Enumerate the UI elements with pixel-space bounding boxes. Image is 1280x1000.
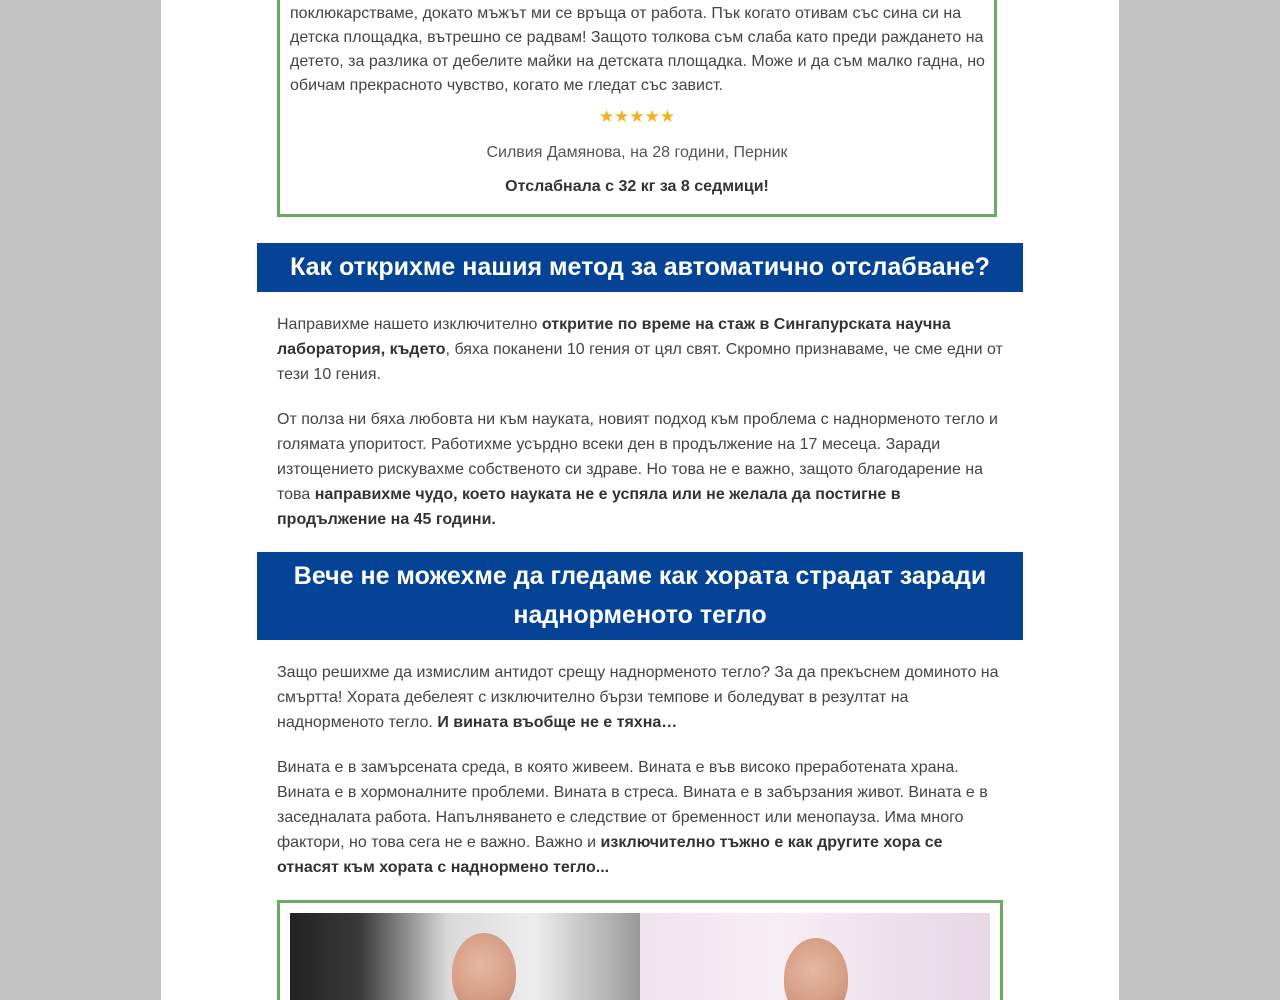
paragraph-text: Защо решихме да измислим антидот срещу наднорменото тегло? За да прекъснем доминото на смъртта! Хората дебелеят с изключително бързи темпове и боледуват в резултат на наднорменото тегло. — [277, 664, 999, 731]
paragraph-antidote — [277, 660, 1003, 735]
article-page — [161, 0, 1119, 1000]
after-photo — [640, 913, 990, 1000]
testimonial-author: Силвия Дамянова, на 28 години, Перник — [486, 144, 788, 161]
section-heading-suffering: Вече не можехме да гледаме как хората страдат заради наднорменото тегло — [257, 552, 1023, 640]
before-after-photo-box — [277, 900, 1003, 1000]
paragraph-bold-text: изключително тъжно е как другите хора се отнасят към хората с наднормено тегло... — [277, 834, 943, 876]
testimonial-text: поклюкарстваме, докато мъжът ми се връща от работа. Пък когато отивам със сина си на детска площадка, вътрешно се радвам! Защото толкова съм слаба като преди раждането на детето, за разлика от дебелите майки на детската площадка. Може и да съм малко гадна, но обичам прекрасното чувство, когато ме гледат със завист. — [290, 5, 985, 94]
before-photo — [290, 913, 640, 1000]
person-head-image — [452, 933, 516, 1000]
testimonial-result: Отслабнала с 32 кг за 8 седмици! — [505, 178, 769, 195]
paragraph-bold-text: направихме чудо, което науката не е успяла или не желала да постигне в продължение на 45 години. — [277, 486, 901, 528]
paragraph-text: , бяха поканени 10 гения от цял свят. Скромно признаваме, че сме едни от тези 10 гения. — [277, 341, 1003, 383]
paragraph-text: Направихме нашето изключително — [277, 316, 542, 333]
paragraph-discovery — [277, 312, 1003, 387]
paragraph-bold-text: И вината въобще не е тяхна… — [437, 714, 678, 731]
person-head-image — [784, 938, 848, 1000]
paragraph-text: Вината е в замърсената среда, в която живеем. Вината е във високо преработената храна. Вината е в хормоналните проблеми. Вината в стреса. Вината е в забързания живот. Вината е в заседналата работа. Напълняването е следствие от бременност или менопауза. Има много фактори, но това сега не е важно. Важно и — [277, 759, 988, 851]
paragraph-research — [277, 407, 1003, 532]
paragraph-text: От полза ни бяха любовта ни към науката, новият подход към проблема с наднорменото тегло и голямата упоритост. Работихме усърдно всеки ден в продължение на 17 месеца. Заради изтощението рискувахме собственото си здраве. Но това не е важно, защото благодарение на това — [277, 411, 998, 503]
testimonial-box — [277, 0, 997, 217]
rating-stars-icon: ★★★★★ — [598, 107, 676, 126]
section-heading-method: Как открихме нашия метод за автоматично отслабване? — [257, 243, 1023, 292]
paragraph-causes — [277, 755, 1003, 880]
paragraph-bold-text: откритие по време на стаж в Сингапурската научна лаборатория, където — [277, 316, 951, 358]
